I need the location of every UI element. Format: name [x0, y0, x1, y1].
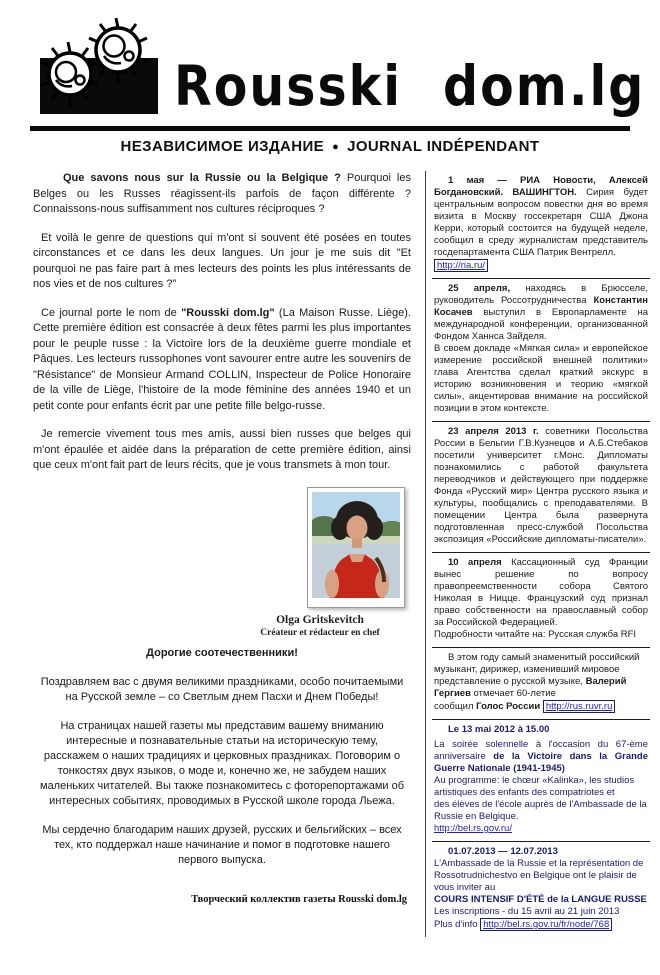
- greeting-section: [33, 646, 411, 868]
- intro-paragraph: [33, 171, 411, 218]
- news6-body3: des élèves de l'école auprès de l'Ambassade de la Russie en Belgique.: [434, 799, 647, 822]
- editorial-signature: Творческий коллектив газеты Rousski dom.lg: [191, 893, 407, 905]
- tagline-french: JOURNAL INDÉPENDANT: [347, 138, 540, 155]
- masthead-rule: [30, 126, 630, 131]
- news-item-mons: [432, 421, 650, 552]
- news5-body3: сообщил: [434, 701, 477, 712]
- editor-role: Créateur et rédacteur en chef: [260, 627, 380, 638]
- editor-portrait-photo: [312, 492, 400, 598]
- ria-link[interactable]: http://ria.ru/: [434, 259, 488, 272]
- intro-rest: Pourquoi les Belges ou les Russes réagissent-ils parfois de façon différente ? Connaissons-nous suffisamment nos cultures réciproques ?: [33, 172, 411, 215]
- news5-source: Голос России: [476, 701, 543, 712]
- thanks-paragraph: Je remercie vivement tous mes amis, aussi bien russes que belges qui m'ont épaulée et aidée dans la préparation de cette première édition, ainsi que ceux m'ont fait part de leurs récits, que je vous transmets à mon tour.: [33, 428, 411, 471]
- masthead-title: Rousski dom.lg: [174, 55, 646, 119]
- news-item-kosachev: [432, 278, 650, 421]
- news2-body2: выступил в Европарламенте на международной конференции, организованной Фондом Ханнса Зайделя.: [434, 307, 648, 342]
- tagline: [0, 138, 660, 155]
- ruvr-link[interactable]: http://rus.ruvr.ru: [543, 700, 616, 713]
- greeting-paragraph-1: Поздравляем вас с двумя великими праздниками, особо почитаемыми на Русской земле – со Светлым днем Пасхи и Днем Победы!: [40, 675, 404, 703]
- main-content: [33, 171, 650, 937]
- course-info-link[interactable]: http://bel.rs.gov.ru/fr/node/768: [480, 918, 612, 931]
- questions-paragraph: Et voilà le genre de questions qui m'ont si souvent été posées en toutes circonstances et ce dans les deux langues. Un jour je me suis dit "Et pourquoi ne pas faire part à mes lecteurs des points les plus intéressants de nos vies et de nos cultures ?": [33, 231, 411, 290]
- journal-pre: Ce journal porte le nom de: [41, 306, 182, 319]
- news6-body1: La soirée solennelle à l'occasion du 67-ème anniversaire: [434, 739, 648, 762]
- news2-name: Константин Косачев: [434, 295, 648, 318]
- news5-body2: отмечает 60-летие: [470, 688, 556, 699]
- news7-body1: L'Ambassade de la Russie et la représentation de Rossotrudnichestvo en Belgique ont le plaisir de vous inviter au: [434, 858, 644, 893]
- journal-rest: (La Maison Russe. Liège). Cette première édition est consacrée à deux fêtes parmi les plus importantes pour le peuple russe : la Victoire lors de la deuxième guerre mondiale et Pâques. Les lecteurs russophones vont savourer entre autre les souvenirs de "Résistance" de Monsieur Armand COLLIN, Inspecteur de Police Honoraire de la ville de Liège, l'histoire de la mode féminine des années 1940 et un petit conte pour enfants écrit par une petite fille belgo-russe.: [33, 306, 411, 412]
- left-column: [33, 171, 425, 937]
- bel-rs-link[interactable]: http://bel.rs.gov.ru/: [434, 823, 512, 834]
- news4-footer: Подробности читайте на: Русская служба RFI: [434, 629, 637, 640]
- news2-body1: находясь в Брюсселе, руководитель Россотрудничества: [434, 283, 648, 306]
- news7-date: 01.07.2013 — 12.07.2013: [448, 846, 558, 857]
- editor-name: Olga Gritskevitch: [276, 613, 364, 626]
- greeting-paragraph-2: На страницах нашей газеты мы представим вашему вниманию интересные и познавательные статьи на историческую тему, расскажем о наших традициях и церковных праздниках. Поговорим о тонкостях двух языков, о моде и, конечно же, не забудем наших маленьких читателей. Вы также познакомитесь с фоторепортажами об интересных событиях, проводимых в Русской школе города Льежа.: [40, 719, 404, 807]
- editor-photo-block: [33, 487, 405, 638]
- news-item-nice-cathedral: [432, 552, 650, 647]
- news7-body2: Les inscriptions - du 15 avril au 21 juin 2013: [434, 906, 620, 917]
- news4-body: Кассационный суд Франции вынес решение по вопросу правопреемственности собора Святого Николая в Ницце. Французский суд признал право собственности на православный собор за Российской Федерацией.: [434, 557, 648, 628]
- mascot-creatures-icon: [32, 14, 164, 116]
- greeting-paragraph-3: Мы сердечно благодарим наших друзей, русских и бельгийских – всех тех, кто поддержал наше начинание и помог в подготовке нашего первого выпуска.: [42, 823, 402, 866]
- news-column: [425, 171, 650, 937]
- photo-frame: [307, 487, 405, 608]
- news6-date: Le 13 mai 2012 à 15.00: [448, 724, 550, 735]
- greeting-heading: Дорогие соотечественники!: [146, 646, 298, 659]
- intro-lead-bold: Que savons nous sur la Russie ou la Belgique ?: [63, 172, 341, 184]
- bullet-separator-icon: ●: [332, 141, 340, 153]
- news5-name: Валерий Гергиев: [434, 676, 627, 699]
- news-item-gergiev: [432, 647, 650, 719]
- news1-body: Сирия будет центральным вопросом повестки дня во время визита в Москву госсекретаря США Джона Керри, который состоится на будущей неделе, сообщил в среду журналистам представитель госдепартамента США Патрик Вентрелл.: [434, 187, 648, 258]
- tagline-russian: НЕЗАВИСИМОЕ ИЗДАНИЕ: [120, 138, 325, 155]
- news4-date: 10 апреля: [448, 557, 502, 568]
- news2-body3: В своем докладе «Мягкая сила» и европейское измерение российской внешней политики» глава Агентства сделал краткий экскурс в историю возникновения и теорию «мягкой силы», акцентировав внимание на российской позиции в этом контексте.: [434, 343, 648, 414]
- news-item-victory-soiree: [432, 719, 650, 841]
- news6-bold1: de la Victoire dans la Grande Guerre Nationale (1941-1945): [434, 751, 648, 774]
- logo-mark: [40, 58, 158, 114]
- journal-name-paragraph: [33, 306, 411, 415]
- news3-body: советники Посольства России в Бельгии Г.В.Кузнецов и А.Б.Стебаков посетили университет г.Монс. Дипломаты познакомились с работой факультета переводчиков и действующего при поддержке Фонда «Русский мир» Центра русского языка и культуры, пообщались с преподавателями. В помещении Центра была развернута подготовленная пресс-службой Посольства экспозиция «Российские дипломаты-писатели».: [434, 426, 649, 545]
- news-item-summer-course: [432, 841, 650, 937]
- news7-body3: Plus d'info: [434, 919, 481, 930]
- journal-title-bold: "Rousski dom.lg": [181, 306, 275, 319]
- news1-lead: 1 мая — РИА Новости, Алексей Богдановский. ВАШИНГТОН.: [434, 175, 648, 198]
- newspaper-page: [0, 55, 660, 975]
- news7-course-title: COURS INTENSIF D'ÉTÉ de la LANGUE RUSSE: [434, 894, 647, 905]
- masthead: [40, 55, 660, 119]
- news6-body2: Au programme: le chœur «Kalinka», les studios artistiques des enfants des compatriotes et: [434, 775, 635, 798]
- news2-date: 25 апреля,: [448, 283, 511, 294]
- news-item-ria: [432, 171, 650, 278]
- photo-caption: [235, 614, 405, 638]
- news5-body1: В этом году самый знаменитый российский музыкант, дирижер, изменивший мировое представление о русской музыке,: [434, 652, 640, 687]
- news3-date: 23 апреля 2013 г.: [448, 426, 539, 437]
